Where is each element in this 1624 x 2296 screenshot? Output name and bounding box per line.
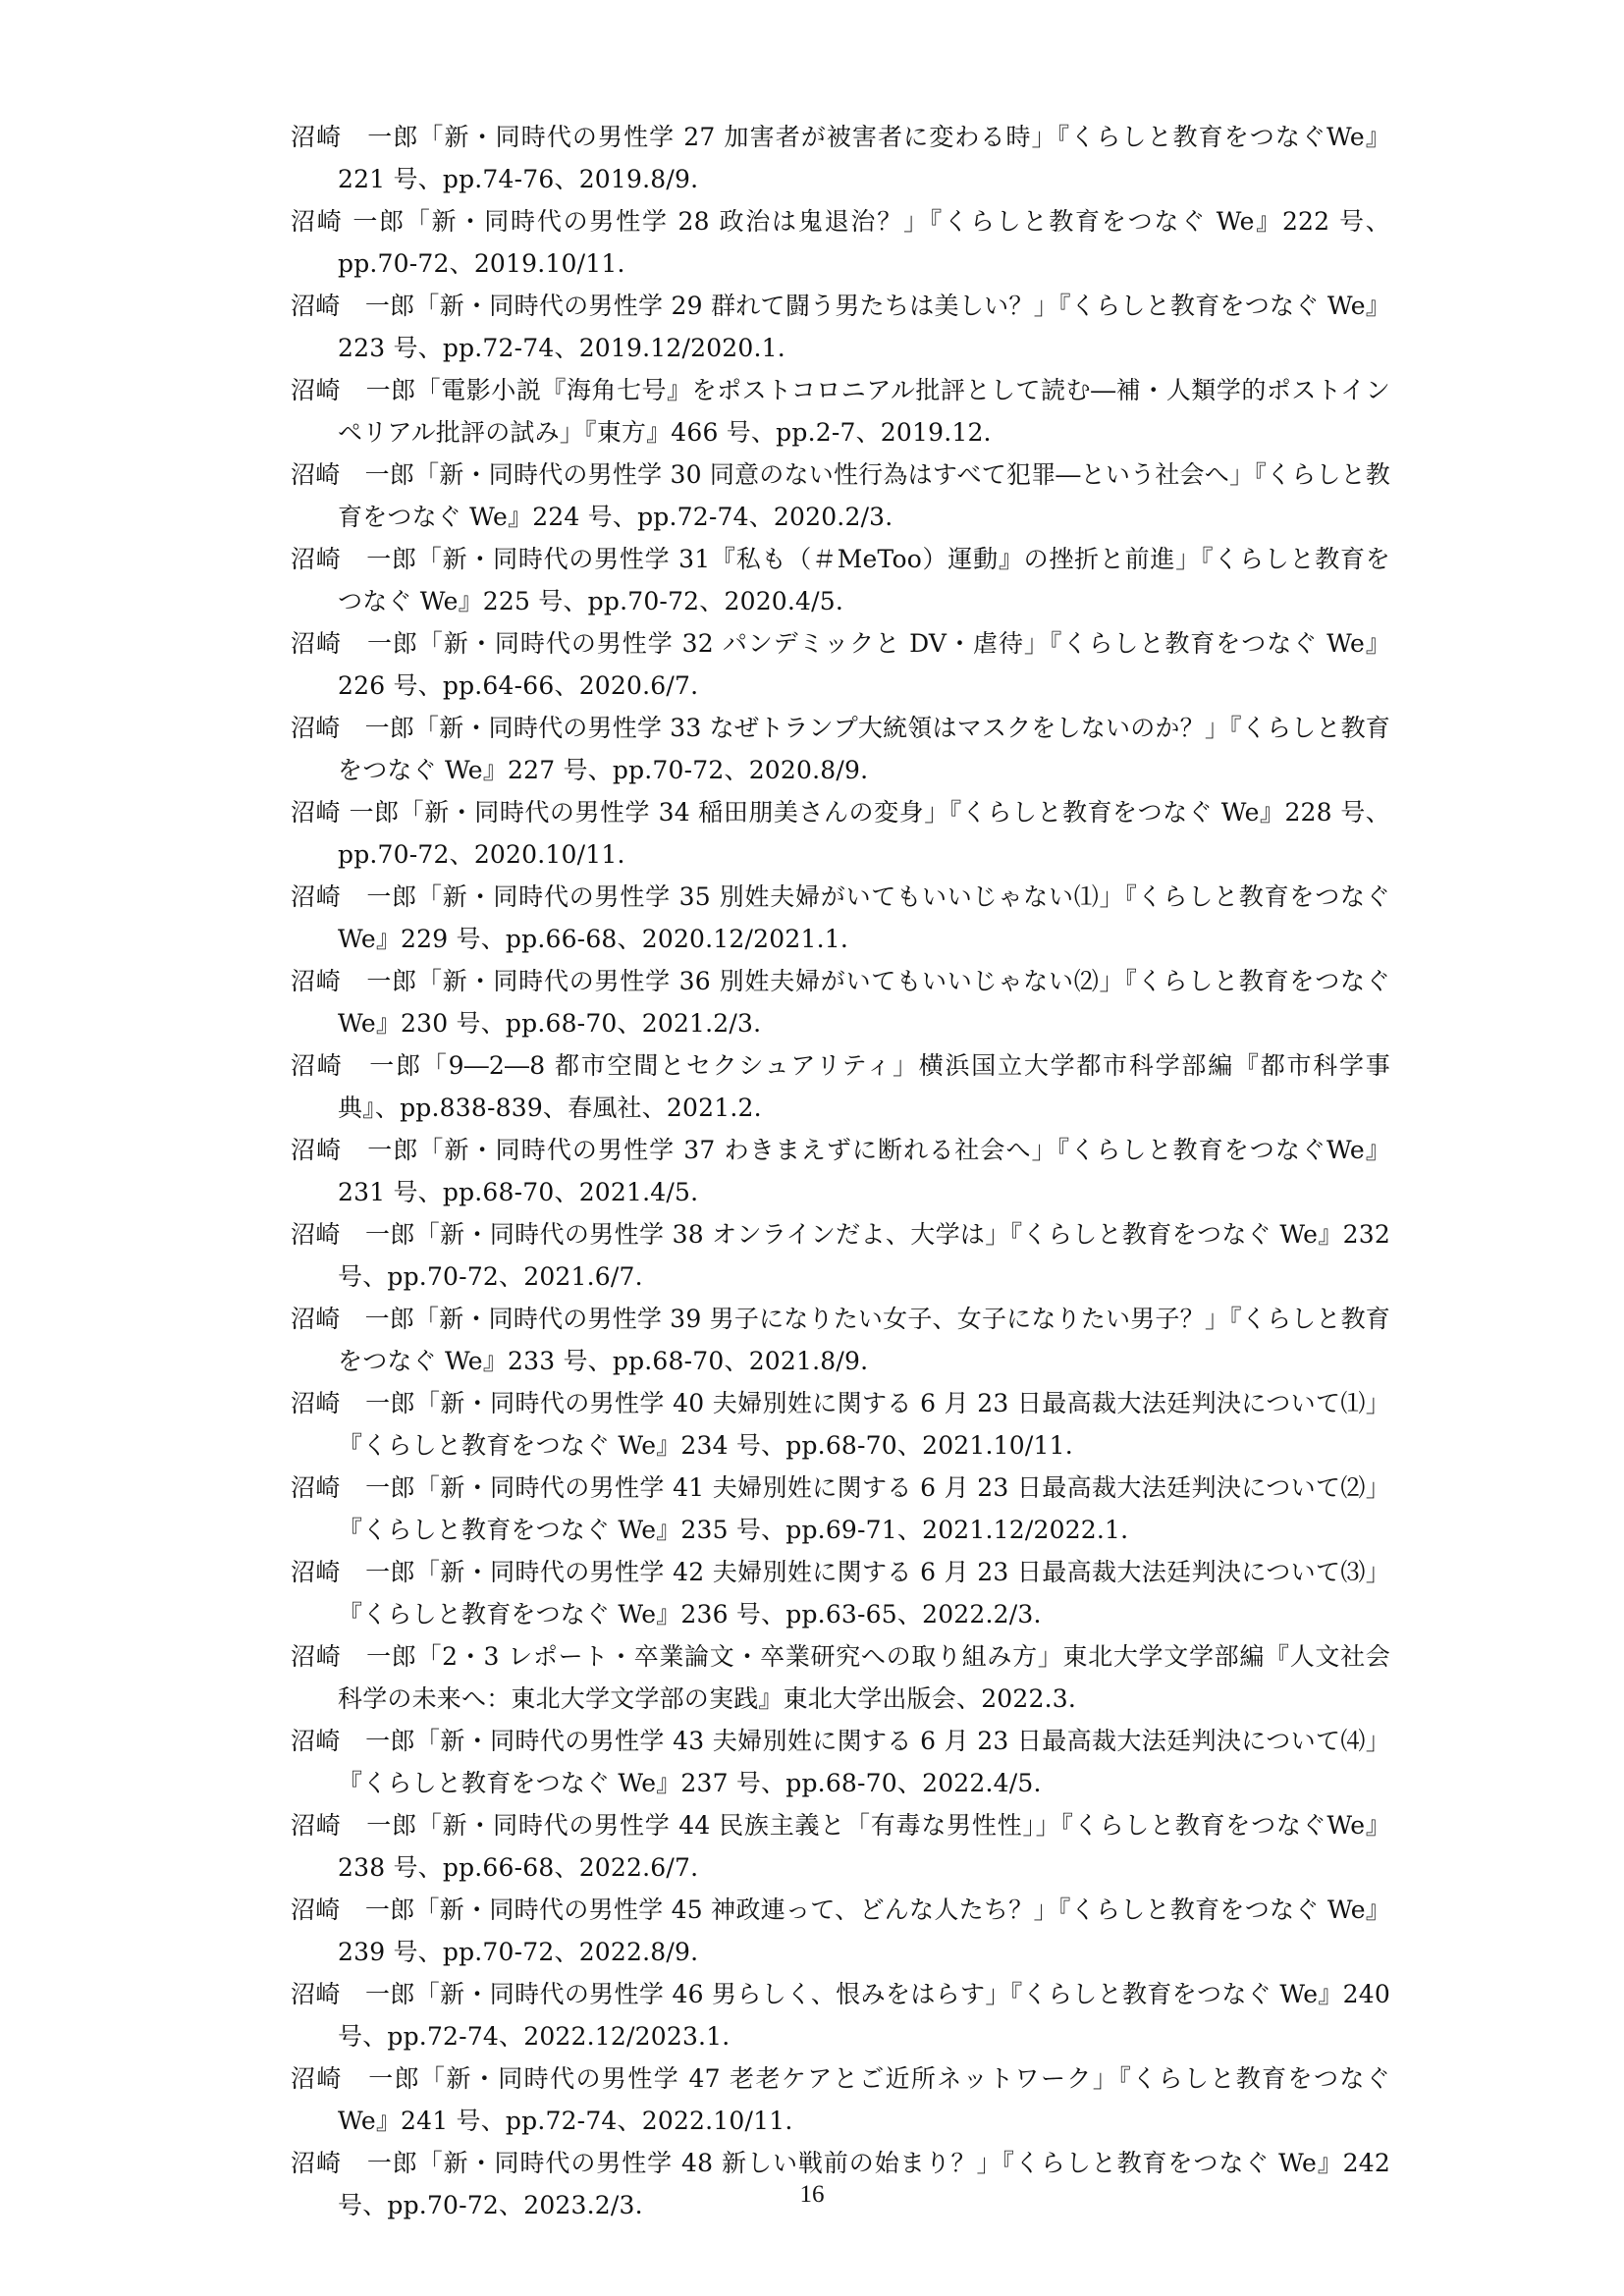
bibliography-entry: 沼崎 一郎「新・同時代の男性学 31『私も（＃MeToo）運動』の挫折と前進」『くらしと教育をつなぐ We』225 号、pp.70-72、2020.4/5. [291,545,1390,615]
bibliography-entry: 沼崎 一郎「新・同時代の男性学 47 老老ケアとご近所ネットワーク」『くらしと教育をつなぐ We』241 号、pp.72-74、2022.10/11. [291,2064,1390,2135]
page-number: 16 [799,2181,825,2208]
bibliography-entry: 沼崎 一郎「新・同時代の男性学 27 加害者が被害者に変わる時」『くらしと教育をつなぐWe』221 号、pp.74-76、2019.8/9. [291,123,1390,193]
bibliography-entry: 沼崎 一郎「新・同時代の男性学 43 夫婦別姓に関する 6 月 23 日最高裁大法廷判決について⑷」『くらしと教育をつなぐ We』237 号、pp.68-70、2022.4/5. [291,1727,1390,1797]
bibliography-entry: 沼崎 一郎「新・同時代の男性学 40 夫婦別姓に関する 6 月 23 日最高裁大法廷判決について⑴」『くらしと教育をつなぐ We』234 号、pp.68-70、2021.10/11. [291,1389,1390,1460]
bibliography-entry: 沼崎 一郎「新・同時代の男性学 38 オンラインだよ、大学は」『くらしと教育をつなぐ We』232 号、pp.70-72、2021.6/7. [291,1220,1390,1291]
bibliography-entry: 沼崎 一郎「新・同時代の男性学 33 なぜトランプ大統領はマスクをしないのか？」『くらしと教育をつなぐ We』227 号、pp.70-72、2020.8/9. [291,714,1390,784]
bibliography-entry: 沼崎 一郎「新・同時代の男性学 45 神政連って、どんな人たち？」『くらしと教育をつなぐ We』239 号、pp.70-72、2022.8/9. [291,1896,1390,1966]
bibliography-entry: 沼崎 一郎「新・同時代の男性学 30 同意のない性行為はすべて犯罪―という社会へ」『くらしと教育をつなぐ We』224 号、pp.72-74、2020.2/3. [291,460,1390,531]
bibliography-entry: 沼崎 一郎「9―2―8 都市空間とセクシュアリティ」横浜国立大学都市科学部編『都市科学事典』、pp.838-839、春風社、2021.2. [291,1051,1390,1122]
bibliography-entry: 沼崎 一郎「新・同時代の男性学 29 群れて闘う男たちは美しい？」『くらしと教育をつなぐ We』223 号、pp.72-74、2019.12/2020.1. [291,292,1390,362]
bibliography-entry: 沼崎 一郎「2・3 レポート・卒業論文・卒業研究への取り組み方」東北大学文学部編『人文社会科学の未来へ：東北大学文学部の実践』東北大学出版会、2022.3. [291,1642,1390,1713]
bibliography-entry: 沼崎 一郎「新・同時代の男性学 35 別姓夫婦がいてもいいじゃない⑴」『くらしと教育をつなぐ We』229 号、pp.66-68、2020.12/2021.1. [291,882,1390,953]
bibliography-entry: 沼崎 一郎「新・同時代の男性学 48 新しい戦前の始まり？」『くらしと教育をつなぐ We』242 号、pp.70-72、2023.2/3. [291,2149,1390,2219]
bibliography-entry: 沼崎 一郎「新・同時代の男性学 32 パンデミックと DV・虐待」『くらしと教育をつなぐ We』226 号、pp.64-66、2020.6/7. [291,629,1390,700]
bibliography-entry: 沼崎 一郎「新・同時代の男性学 37 わきまえずに断れる社会へ」『くらしと教育をつなぐWe』231 号、pp.68-70、2021.4/5. [291,1136,1390,1206]
bibliography-entry: 沼崎 一郎「新・同時代の男性学 41 夫婦別姓に関する 6 月 23 日最高裁大法廷判決について⑵」『くらしと教育をつなぐ We』235 号、pp.69-71、2021.12/2022.1. [291,1473,1390,1544]
bibliography-entry: 沼崎 一郎「電影小説『海角七号』をポストコロニアル批評として読む―補・人類学的ポストインペリアル批評の試み」『東方』466 号、pp.2-7、2019.12. [291,376,1390,447]
bibliography-entry: 沼崎 一郎「新・同時代の男性学 34 稲田朋美さんの変身」『くらしと教育をつなぐ We』228 号、pp.70-72、2020.10/11. [291,798,1390,869]
bibliography-entry: 沼崎 一郎「新・同時代の男性学 36 別姓夫婦がいてもいいじゃない⑵」『くらしと教育をつなぐ We』230 号、pp.68-70、2021.2/3. [291,967,1390,1038]
bibliography-entry: 沼崎 一郎「新・同時代の男性学 42 夫婦別姓に関する 6 月 23 日最高裁大法廷判決について⑶」『くらしと教育をつなぐ We』236 号、pp.63-65、2022.2/3. [291,1558,1390,1629]
bibliography-entry: 沼崎 一郎「新・同時代の男性学 39 男子になりたい女子、女子になりたい男子？」『くらしと教育をつなぐ We』233 号、pp.68-70、2021.8/9. [291,1305,1390,1375]
bibliography-list [291,116,1390,2226]
bibliography-entry: 沼崎 一郎「新・同時代の男性学 46 男らしく、恨みをはらす」『くらしと教育をつなぐ We』240 号、pp.72-74、2022.12/2023.1. [291,1980,1390,2051]
bibliography-entry: 沼崎 一郎「新・同時代の男性学 28 政治は鬼退治？」『くらしと教育をつなぐ We』222 号、pp.70-72、2019.10/11. [291,207,1390,278]
bibliography-entry: 沼崎 一郎「新・同時代の男性学 44 民族主義と「有毒な男性性」」『くらしと教育をつなぐWe』238 号、pp.66-68、2022.6/7. [291,1811,1390,1882]
